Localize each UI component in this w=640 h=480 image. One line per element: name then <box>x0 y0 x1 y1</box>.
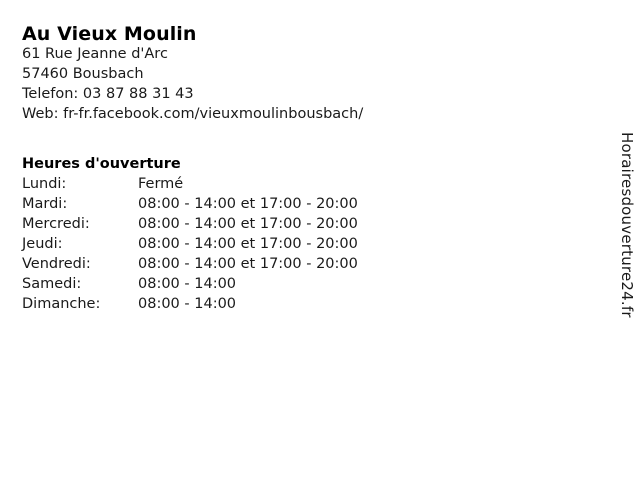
table-row <box>22 214 438 234</box>
day-label: Samedi: <box>22 276 82 292</box>
day-hours: 08:00 - 14:00 <box>138 276 237 292</box>
phone-line: Telefon: 03 87 88 31 43 <box>22 86 194 102</box>
opening-hours-table <box>22 174 438 314</box>
address-street: 61 Rue Jeanne d'Arc <box>22 46 168 62</box>
table-row <box>22 194 438 214</box>
day-hours: 08:00 - 14:00 et 17:00 - 20:00 <box>138 256 358 272</box>
opening-hours-heading: Heures d'ouverture <box>22 156 181 173</box>
table-row <box>22 274 438 294</box>
day-hours: Fermé <box>138 176 184 192</box>
day-hours: 08:00 - 14:00 et 17:00 - 20:00 <box>138 196 358 212</box>
table-row <box>22 254 438 274</box>
day-label: Mardi: <box>22 196 68 212</box>
table-row <box>22 174 438 194</box>
table-row <box>22 294 438 314</box>
day-label: Mercredi: <box>22 216 90 232</box>
day-hours: 08:00 - 14:00 et 17:00 - 20:00 <box>138 236 358 252</box>
day-label: Lundi: <box>22 176 67 192</box>
table-row <box>22 234 438 254</box>
watermark-text: Horairesdouverture24.fr <box>618 132 636 318</box>
day-label: Jeudi: <box>22 236 63 252</box>
address-block <box>22 44 363 124</box>
day-label: Dimanche: <box>22 296 101 312</box>
page-title: Au Vieux Moulin <box>22 22 197 45</box>
day-hours: 08:00 - 14:00 et 17:00 - 20:00 <box>138 216 358 232</box>
day-hours: 08:00 - 14:00 <box>138 296 237 312</box>
address-city: 57460 Bousbach <box>22 66 144 82</box>
web-line: Web: fr-fr.facebook.com/vieuxmoulinbousbach/ <box>22 106 364 122</box>
day-label: Vendredi: <box>22 256 91 272</box>
